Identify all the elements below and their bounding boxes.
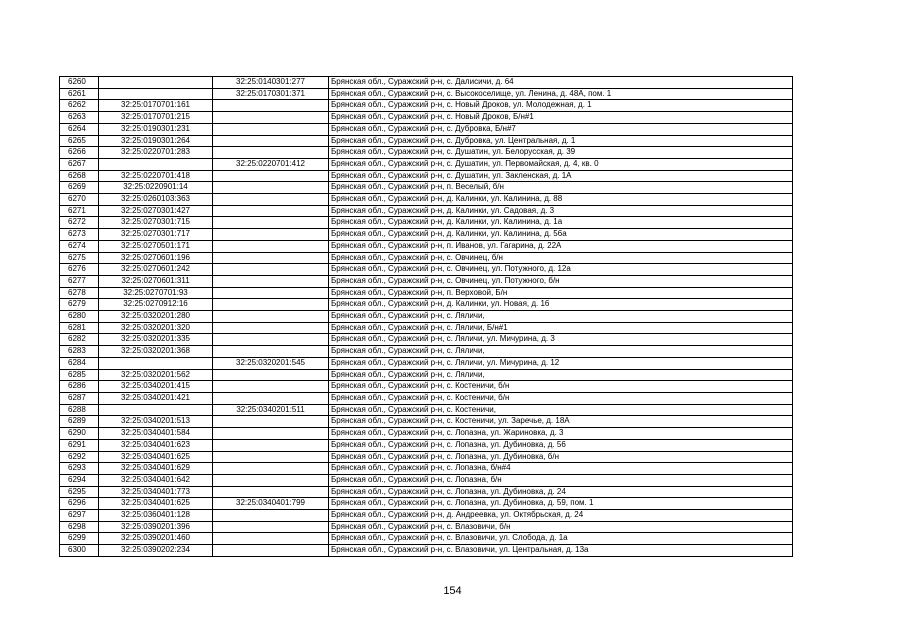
address-cell: Брянская обл., Суражский р-н, с. Костеничи, б/н [329,392,793,404]
table-row [60,451,793,463]
row-number-cell: 6290 [60,428,99,440]
cadastral-number-cell: 32:25:0390202:234 [99,545,213,557]
row-number-cell: 6266 [60,147,99,159]
cadastral-number-2-cell [213,217,329,229]
cadastral-number-2-cell [213,428,329,440]
table-row [60,486,793,498]
cadastral-number-cell: 32:25:0260103:363 [99,194,213,206]
registry-table [59,76,793,557]
cadastral-number-cell: 32:25:0340401:625 [99,498,213,510]
cadastral-number-2-cell: 32:25:0140301:277 [213,77,329,89]
address-cell: Брянская обл., Суражский р-н, с. Овчинец, ул. Потужного, д. 12а [329,264,793,276]
row-number-cell: 6276 [60,264,99,276]
cadastral-number-2-cell [213,463,329,475]
cadastral-number-2-cell [213,287,329,299]
cadastral-number-2-cell [213,100,329,112]
cadastral-number-cell: 32:25:0270301:717 [99,229,213,241]
table-row [60,334,793,346]
table-row [60,287,793,299]
cadastral-number-cell [99,88,213,100]
address-cell: Брянская обл., Суражский р-н, д. Калинки, ул. Калинина, д. 56а [329,229,793,241]
cadastral-number-cell: 32:25:0340401:584 [99,428,213,440]
address-cell: Брянская обл., Суражский р-н, д. Калинки, ул. Калинина, д. 1а [329,217,793,229]
address-cell: Брянская обл., Суражский р-н, с. Лопазна, ул. Дубиновка, д. 24 [329,486,793,498]
row-number-cell: 6274 [60,240,99,252]
row-number-cell: 6273 [60,229,99,241]
cadastral-number-2-cell [213,439,329,451]
table-row [60,533,793,545]
address-cell: Брянская обл., Суражский р-н, п. Веселый, б/н [329,182,793,194]
address-cell: Брянская обл., Суражский р-н, с. Влазовичи, ул. Центральная, д. 13а [329,545,793,557]
registry-table-body [60,77,793,557]
cadastral-number-cell: 32:25:0340201:415 [99,381,213,393]
cadastral-number-2-cell [213,533,329,545]
table-row [60,498,793,510]
row-number-cell: 6265 [60,135,99,147]
cadastral-number-2-cell [213,205,329,217]
row-number-cell: 6260 [60,77,99,89]
address-cell: Брянская обл., Суражский р-н, с. Ляличи, ул. Мичурина, д. 3 [329,334,793,346]
row-number-cell: 6288 [60,404,99,416]
cadastral-number-2-cell [213,123,329,135]
row-number-cell: 6287 [60,392,99,404]
address-cell: Брянская обл., Суражский р-н, с. Ляличи, [329,311,793,323]
address-cell: Брянская обл., Суражский р-н, с. Костеничи, [329,404,793,416]
row-number-cell: 6283 [60,346,99,358]
table-row [60,357,793,369]
cadastral-number-cell: 32:25:0270301:427 [99,205,213,217]
table-row [60,205,793,217]
row-number-cell: 6284 [60,357,99,369]
table-row [60,229,793,241]
cadastral-number-cell: 32:25:0320201:368 [99,346,213,358]
cadastral-number-2-cell [213,545,329,557]
row-number-cell: 6291 [60,439,99,451]
cadastral-number-2-cell [213,451,329,463]
address-cell: Брянская обл., Суражский р-н, п. Верховой, Б/н [329,287,793,299]
table-row [60,428,793,440]
table-row [60,252,793,264]
cadastral-number-2-cell [213,299,329,311]
row-number-cell: 6289 [60,416,99,428]
cadastral-number-2-cell [213,264,329,276]
row-number-cell: 6294 [60,474,99,486]
cadastral-number-2-cell: 32:25:0220701:412 [213,158,329,170]
row-number-cell: 6299 [60,533,99,545]
cadastral-number-cell: 32:25:0340401:629 [99,463,213,475]
table-row [60,77,793,89]
table-row [60,322,793,334]
row-number-cell: 6269 [60,182,99,194]
table-row [60,112,793,124]
table-row [60,135,793,147]
row-number-cell: 6268 [60,170,99,182]
address-cell: Брянская обл., Суражский р-н, с. Лопазна, ул. Дубиновка, д. 59, пом. 1 [329,498,793,510]
row-number-cell: 6279 [60,299,99,311]
table-row [60,240,793,252]
row-number-cell: 6270 [60,194,99,206]
cadastral-number-2-cell [213,381,329,393]
cadastral-number-2-cell [213,182,329,194]
cadastral-number-cell: 32:25:0340201:513 [99,416,213,428]
cadastral-number-2-cell [213,334,329,346]
cadastral-number-cell: 32:25:0270601:311 [99,275,213,287]
cadastral-number-cell: 32:25:0170701:161 [99,100,213,112]
cadastral-number-cell: 32:25:0270912:16 [99,299,213,311]
address-cell: Брянская обл., Суражский р-н, с. Душатин, ул. Закленская, д. 1А [329,170,793,182]
table-row [60,88,793,100]
cadastral-number-cell: 32:25:0270701:93 [99,287,213,299]
cadastral-number-2-cell [213,474,329,486]
address-cell: Брянская обл., Суражский р-н, с. Новый Дроков, Б/н#1 [329,112,793,124]
row-number-cell: 6262 [60,100,99,112]
address-cell: Брянская обл., Суражский р-н, с. Ляличи, Б/н#1 [329,322,793,334]
table-row [60,416,793,428]
address-cell: Брянская обл., Суражский р-н, с. Влазовичи, ул. Слобода, д. 1а [329,533,793,545]
address-cell: Брянская обл., Суражский р-н, с. Новый Дроков, ул. Молодежная, д. 1 [329,100,793,112]
table-row [60,170,793,182]
table-row [60,381,793,393]
address-cell: Брянская обл., Суражский р-н, с. Лопазна, б/н [329,474,793,486]
cadastral-number-cell: 32:25:0340401:773 [99,486,213,498]
table-row [60,275,793,287]
cadastral-number-2-cell [213,229,329,241]
row-number-cell: 6297 [60,510,99,522]
table-row [60,439,793,451]
address-cell: Брянская обл., Суражский р-н, с. Душатин, ул. Белорусская, д. 39 [329,147,793,159]
address-cell: Брянская обл., Суражский р-н, д. Калинки, ул. Новая, д. 16 [329,299,793,311]
cadastral-number-cell: 32:25:0390201:396 [99,521,213,533]
row-number-cell: 6285 [60,369,99,381]
cadastral-number-cell: 32:25:0340401:623 [99,439,213,451]
cadastral-number-cell: 32:25:0270501:171 [99,240,213,252]
table-row [60,100,793,112]
table-row [60,463,793,475]
cadastral-number-cell: 32:25:0270301:715 [99,217,213,229]
cadastral-number-2-cell [213,240,329,252]
cadastral-number-cell: 32:25:0220701:418 [99,170,213,182]
row-number-cell: 6300 [60,545,99,557]
table-row [60,346,793,358]
table-row [60,521,793,533]
cadastral-number-2-cell [213,275,329,287]
cadastral-number-cell: 32:25:0270601:196 [99,252,213,264]
address-cell: Брянская обл., Суражский р-н, с. Овчинец, б/н [329,252,793,264]
cadastral-number-2-cell [213,170,329,182]
row-number-cell: 6263 [60,112,99,124]
address-cell: Брянская обл., Суражский р-н, с. Лопазна, б/н#4 [329,463,793,475]
row-number-cell: 6264 [60,123,99,135]
cadastral-number-2-cell: 32:25:0320201:545 [213,357,329,369]
row-number-cell: 6282 [60,334,99,346]
cadastral-number-cell: 32:25:0340401:625 [99,451,213,463]
cadastral-number-cell [99,77,213,89]
row-number-cell: 6296 [60,498,99,510]
table-row [60,474,793,486]
cadastral-number-2-cell [213,135,329,147]
cadastral-number-2-cell: 32:25:0170301:371 [213,88,329,100]
address-cell: Брянская обл., Суражский р-н, с. Дубровка, Б/н#7 [329,123,793,135]
table-row [60,369,793,381]
cadastral-number-cell: 32:25:0170701:215 [99,112,213,124]
cadastral-number-2-cell [213,521,329,533]
address-cell: Брянская обл., Суражский р-н, с. Далисичи, д. 64 [329,77,793,89]
row-number-cell: 6275 [60,252,99,264]
row-number-cell: 6295 [60,486,99,498]
cadastral-number-2-cell [213,112,329,124]
address-cell: Брянская обл., Суражский р-н, д. Калинки, ул. Садовая, д. 3 [329,205,793,217]
cadastral-number-2-cell: 32:25:0340401:799 [213,498,329,510]
table-row [60,147,793,159]
address-cell: Брянская обл., Суражский р-н, с. Душатин, ул. Первомайская, д. 4, кв. 0 [329,158,793,170]
row-number-cell: 6271 [60,205,99,217]
cadastral-number-2-cell [213,147,329,159]
address-cell: Брянская обл., Суражский р-н, с. Высокоселище, ул. Ленина, д. 48А, пом. 1 [329,88,793,100]
address-cell: Брянская обл., Суражский р-н, п. Иванов, ул. Гагарина, д. 22А [329,240,793,252]
cadastral-number-2-cell [213,416,329,428]
address-cell: Брянская обл., Суражский р-н, с. Лопазна, ул. Дубиновка, б/н [329,451,793,463]
cadastral-number-cell: 32:25:0190301:231 [99,123,213,135]
table-row [60,545,793,557]
cadastral-number-cell: 32:25:0320201:280 [99,311,213,323]
address-cell: Брянская обл., Суражский р-н, с. Лопазна, ул. Дубиновка, д. 56 [329,439,793,451]
table-row [60,299,793,311]
table-row [60,404,793,416]
cadastral-number-cell: 32:25:0340401:642 [99,474,213,486]
table-row [60,217,793,229]
cadastral-number-2-cell [213,194,329,206]
cadastral-number-cell: 32:25:0220901:14 [99,182,213,194]
cadastral-number-cell [99,158,213,170]
table-row [60,510,793,522]
address-cell: Брянская обл., Суражский р-н, с. Ляличи, ул. Мичурина, д. 12 [329,357,793,369]
row-number-cell: 6267 [60,158,99,170]
table-row [60,123,793,135]
table-row [60,392,793,404]
cadastral-number-cell: 32:25:0220701:283 [99,147,213,159]
row-number-cell: 6277 [60,275,99,287]
row-number-cell: 6298 [60,521,99,533]
table-row [60,182,793,194]
cadastral-number-2-cell [213,392,329,404]
cadastral-number-cell: 32:25:0320201:562 [99,369,213,381]
row-number-cell: 6286 [60,381,99,393]
row-number-cell: 6278 [60,287,99,299]
address-cell: Брянская обл., Суражский р-н, с. Дубровка, ул. Центральная, д. 1 [329,135,793,147]
cadastral-number-cell: 32:25:0340201:421 [99,392,213,404]
row-number-cell: 6293 [60,463,99,475]
table-row [60,158,793,170]
cadastral-number-cell: 32:25:0390201:460 [99,533,213,545]
row-number-cell: 6261 [60,88,99,100]
row-number-cell: 6292 [60,451,99,463]
table-row [60,264,793,276]
address-cell: Брянская обл., Суражский р-н, с. Ляличи, [329,369,793,381]
address-cell: Брянская обл., Суражский р-н, с. Костеничи, б/н [329,381,793,393]
address-cell: Брянская обл., Суражский р-н, с. Костеничи, ул. Заречье, д. 18А [329,416,793,428]
table-row [60,194,793,206]
page-number: 154 [443,585,462,597]
cadastral-number-2-cell [213,510,329,522]
cadastral-number-cell: 32:25:0190301:264 [99,135,213,147]
address-cell: Брянская обл., Суражский р-н, с. Овчинец, ул. Потужного, б/н [329,275,793,287]
cadastral-number-2-cell [213,311,329,323]
cadastral-number-cell: 32:25:0270601:242 [99,264,213,276]
row-number-cell: 6272 [60,217,99,229]
address-cell: Брянская обл., Суражский р-н, с. Лопазна, ул. Жариновка, д. 3 [329,428,793,440]
cadastral-number-cell: 32:25:0320201:320 [99,322,213,334]
cadastral-number-2-cell [213,322,329,334]
row-number-cell: 6280 [60,311,99,323]
cadastral-number-2-cell [213,486,329,498]
cadastral-number-cell [99,357,213,369]
cadastral-number-cell: 32:25:0360401:128 [99,510,213,522]
address-cell: Брянская обл., Суражский р-н, с. Влазовичи, б/н [329,521,793,533]
address-cell: Брянская обл., Суражский р-н, с. Ляличи, [329,346,793,358]
row-number-cell: 6281 [60,322,99,334]
cadastral-number-cell [99,404,213,416]
cadastral-number-2-cell [213,369,329,381]
cadastral-number-cell: 32:25:0320201:335 [99,334,213,346]
cadastral-number-2-cell [213,252,329,264]
address-cell: Брянская обл., Суражский р-н, д. Андреевка, ул. Октябрьская, д. 24 [329,510,793,522]
table-row [60,311,793,323]
address-cell: Брянская обл., Суражский р-н, д. Калинки, ул. Калинина, д. 88 [329,194,793,206]
cadastral-number-2-cell: 32:25:0340201:511 [213,404,329,416]
cadastral-number-2-cell [213,346,329,358]
